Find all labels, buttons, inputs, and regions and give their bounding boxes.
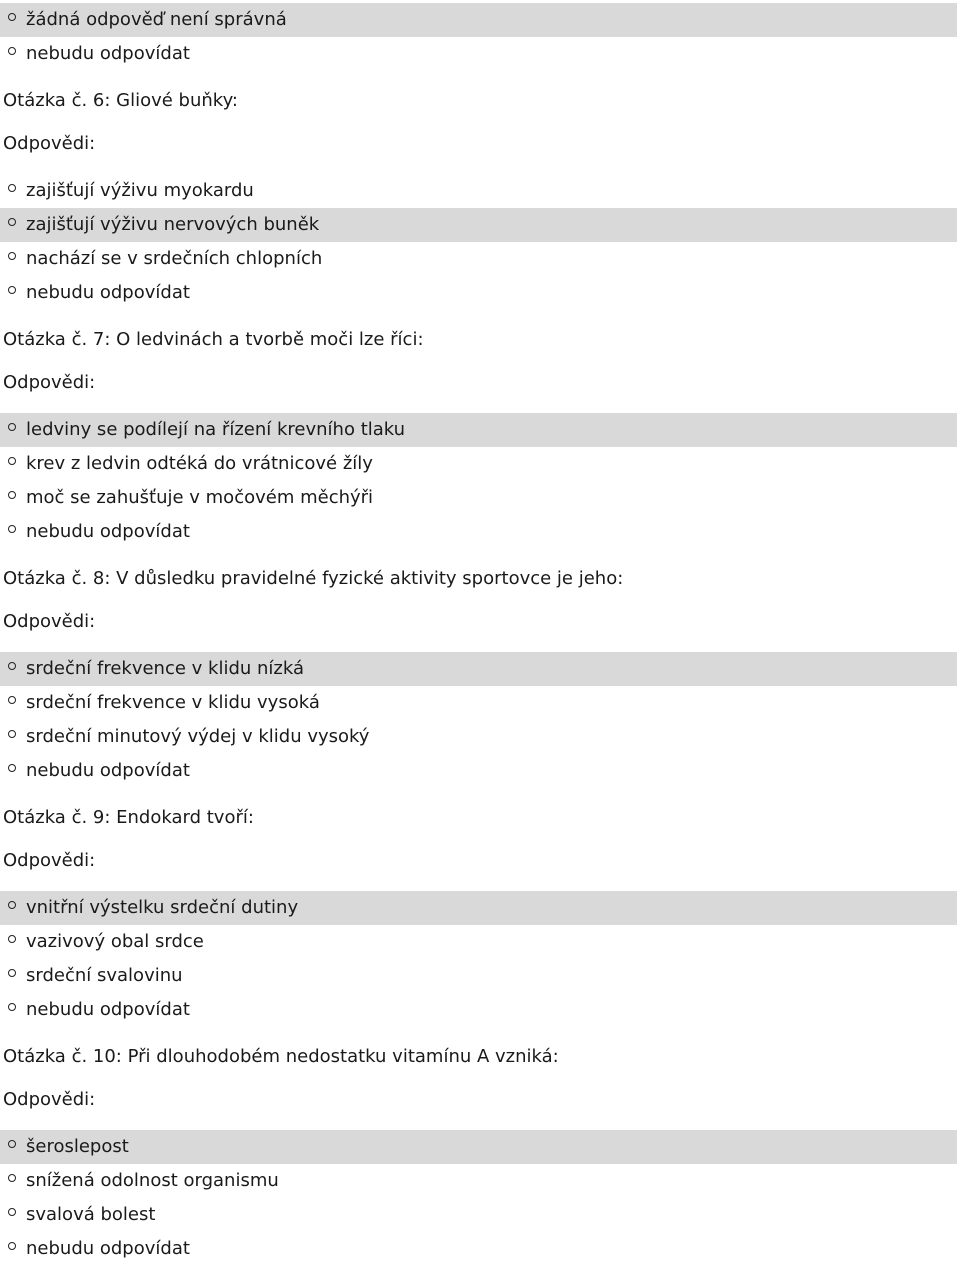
answers-label: Odpovědi: xyxy=(3,1089,96,1110)
answers-label: Odpovědi: xyxy=(3,850,96,871)
radio-circle-icon[interactable] xyxy=(8,1140,16,1148)
question-title: Otázka č. 10: Při dlouhodobém nedostatku vitamínu A vzniká: xyxy=(3,1046,559,1067)
answer-text: šeroslepost xyxy=(26,1136,129,1157)
answer-option[interactable] xyxy=(0,891,957,925)
answer-text: zajišťují výživu nervových buněk xyxy=(26,214,320,235)
answer-text: nebudu odpovídat xyxy=(26,1238,190,1259)
answer-text: moč se zahušťuje v močovém měchýři xyxy=(26,487,374,508)
answer-text: svalová bolest xyxy=(26,1204,156,1225)
answer-option[interactable] xyxy=(0,1198,957,1232)
question-title: Otázka č. 6: Gliové buňky: xyxy=(3,90,238,111)
spacer xyxy=(0,549,960,562)
question-block xyxy=(0,323,960,549)
answer-text: krev z ledvin odtéká do vrátnicové žíly xyxy=(26,453,373,474)
answer-option[interactable] xyxy=(0,959,957,993)
radio-circle-icon[interactable] xyxy=(8,286,16,294)
spacer xyxy=(0,596,960,605)
answer-option[interactable] xyxy=(0,925,957,959)
answer-option[interactable] xyxy=(0,686,957,720)
answer-text: srdeční minutový výdej v klidu vysoký xyxy=(26,726,370,747)
radio-circle-icon[interactable] xyxy=(8,969,16,977)
answer-list xyxy=(0,1130,960,1266)
spacer xyxy=(0,1117,960,1130)
answers-label: Odpovědi: xyxy=(3,133,96,154)
radio-circle-icon[interactable] xyxy=(8,901,16,909)
spacer xyxy=(0,357,960,366)
spacer xyxy=(0,310,960,323)
answer-list xyxy=(0,174,960,310)
answer-option[interactable] xyxy=(0,413,957,447)
radio-circle-icon[interactable] xyxy=(8,184,16,192)
answer-text: zajišťují výživu myokardu xyxy=(26,180,254,201)
answer-option[interactable] xyxy=(0,276,957,310)
spacer xyxy=(0,878,960,891)
answer-list xyxy=(0,652,960,788)
answer-option[interactable] xyxy=(0,242,957,276)
radio-circle-icon[interactable] xyxy=(8,696,16,704)
answer-option[interactable] xyxy=(0,720,957,754)
answer-option[interactable] xyxy=(0,174,957,208)
answer-list xyxy=(0,413,960,549)
question-block xyxy=(0,1040,960,1266)
answer-text: nebudu odpovídat xyxy=(26,521,190,542)
question-block xyxy=(0,84,960,310)
answer-text: srdeční frekvence v klidu vysoká xyxy=(26,692,320,713)
answer-option[interactable] xyxy=(0,208,957,242)
answer-option[interactable] xyxy=(0,515,957,549)
answer-list xyxy=(0,891,960,1027)
answer-option[interactable] xyxy=(0,652,957,686)
answers-label: Odpovědi: xyxy=(3,372,96,393)
answer-text: srdeční frekvence v klidu nízká xyxy=(26,658,305,679)
radio-circle-icon[interactable] xyxy=(8,764,16,772)
answer-text: nebudu odpovídat xyxy=(26,999,190,1020)
answer-text: nebudu odpovídat xyxy=(26,43,190,64)
question-block xyxy=(0,562,960,788)
spacer xyxy=(0,1027,960,1040)
spacer xyxy=(0,71,960,84)
radio-circle-icon[interactable] xyxy=(8,457,16,465)
radio-circle-icon[interactable] xyxy=(8,935,16,943)
answer-text: vnitřní výstelku srdeční dutiny xyxy=(26,897,299,918)
answer-text: snížená odolnost organismu xyxy=(26,1170,279,1191)
spacer xyxy=(0,118,960,127)
answer-text: vazivový obal srdce xyxy=(26,931,204,952)
radio-circle-icon[interactable] xyxy=(8,252,16,260)
question-block xyxy=(0,801,960,1027)
spacer xyxy=(0,639,960,652)
answer-list xyxy=(0,3,960,71)
answer-option[interactable] xyxy=(0,1164,957,1198)
answer-option[interactable] xyxy=(0,37,957,71)
radio-circle-icon[interactable] xyxy=(8,1003,16,1011)
answer-option[interactable] xyxy=(0,447,957,481)
radio-circle-icon[interactable] xyxy=(8,218,16,226)
answer-option[interactable] xyxy=(0,754,957,788)
spacer xyxy=(0,161,960,174)
question-title: Otázka č. 8: V důsledku pravidelné fyzické aktivity sportovce je jeho: xyxy=(3,568,624,589)
answer-option[interactable] xyxy=(0,1130,957,1164)
radio-circle-icon[interactable] xyxy=(8,730,16,738)
radio-circle-icon[interactable] xyxy=(8,423,16,431)
spacer xyxy=(0,1074,960,1083)
answer-text: nebudu odpovídat xyxy=(26,282,190,303)
radio-circle-icon[interactable] xyxy=(8,1174,16,1182)
radio-circle-icon[interactable] xyxy=(8,525,16,533)
answers-label: Odpovědi: xyxy=(3,611,96,632)
radio-circle-icon[interactable] xyxy=(8,491,16,499)
answer-text: nachází se v srdečních chlopních xyxy=(26,248,323,269)
radio-circle-icon[interactable] xyxy=(8,13,16,21)
answer-text: srdeční svalovinu xyxy=(26,965,183,986)
answer-option[interactable] xyxy=(0,1232,957,1266)
answer-option[interactable] xyxy=(0,481,957,515)
spacer xyxy=(0,835,960,844)
radio-circle-icon[interactable] xyxy=(8,1242,16,1250)
spacer xyxy=(0,400,960,413)
answer-text: ledviny se podílejí na řízení krevního tlaku xyxy=(26,419,406,440)
spacer xyxy=(0,788,960,801)
radio-circle-icon[interactable] xyxy=(8,1208,16,1216)
answer-option[interactable] xyxy=(0,3,957,37)
answer-text: žádná odpověď není správná xyxy=(26,9,287,30)
answer-option[interactable] xyxy=(0,993,957,1027)
question-title: Otázka č. 9: Endokard tvoří: xyxy=(3,807,254,828)
radio-circle-icon[interactable] xyxy=(8,47,16,55)
question-title: Otázka č. 7: O ledvinách a tvorbě moči lze říci: xyxy=(3,329,424,350)
answer-text: nebudu odpovídat xyxy=(26,760,190,781)
radio-circle-icon[interactable] xyxy=(8,662,16,670)
